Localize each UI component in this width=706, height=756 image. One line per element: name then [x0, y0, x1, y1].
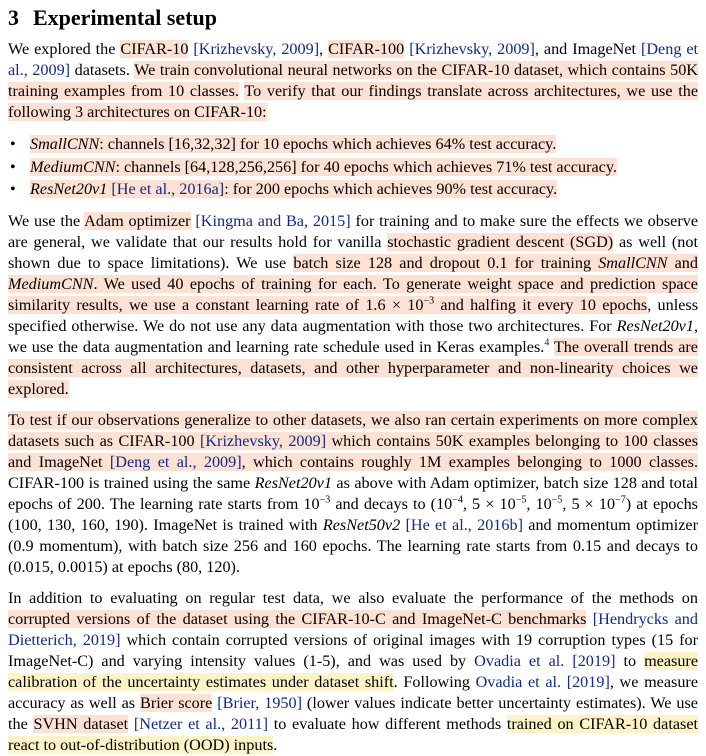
paragraph-optimizer	[8, 211, 698, 400]
architecture-name: SmallCNN	[30, 135, 100, 153]
text-run: (lower values indicate better uncertainty estimates). We use the	[8, 693, 698, 733]
text-run: , we use the data augmentation and learning rate schedule used in Keras examples.	[8, 316, 698, 356]
text-run: CIFAR-100 is trained using the same	[8, 473, 255, 492]
section-number: 3	[8, 5, 19, 30]
exponent: −7	[615, 494, 626, 506]
highlight-adam: Adam optimizer	[84, 211, 191, 230]
text-run: ,	[319, 40, 329, 58]
highlight-trends: The overall trends are consistent across all architectures, datasets, and other hyperparameter and non-linearity choices we explored.	[8, 337, 698, 398]
text-run: , 5 × 10	[562, 494, 616, 513]
exponent: −5	[515, 494, 527, 506]
model-name: ResNet20v1	[616, 316, 694, 335]
text-run: which contains 50K examples belonging to 100 classes and ImageNet	[8, 431, 699, 471]
text-run: ImageNet	[572, 40, 637, 58]
architecture-name: ResNet20v1	[30, 180, 108, 198]
list-item	[8, 133, 698, 156]
text-run: datasets.	[70, 61, 135, 79]
section-title: Experimental setup	[33, 5, 217, 30]
model-name: SmallCNN	[598, 253, 668, 272]
text-run: which contain corrupted versions of original images with 19 corruption types (15 for ImageNet-C) and varying intensity values (1-5), and was used by	[8, 630, 699, 670]
highlight-cifar100: CIFAR-100	[328, 40, 405, 58]
text-run: We explored the	[8, 40, 121, 58]
highlight-measure-calibration: measure calibration of the uncertainty estimates under dataset shift	[8, 651, 699, 691]
text-run: To test if our observations generalize to other datasets, we also ran certain experiments on more complex datasets such as CIFAR-100	[8, 410, 698, 450]
citation-deng-2009[interactable]: [Deng et al., 2009]	[8, 40, 699, 79]
citation-he-2016a[interactable]: [He et al., 2016a]	[111, 180, 225, 198]
text-run: to	[615, 651, 645, 670]
highlight-corrupted: corrupted versions of the dataset using the CIFAR-10-C and ImageNet-C benchmarks	[8, 609, 587, 628]
citation-he-2016b[interactable]: [He et al., 2016b]	[405, 515, 523, 534]
text-run: ) at epochs (100, 130, 160, 190). ImageNet is trained with	[8, 494, 698, 534]
model-name: MediumCNN	[8, 274, 94, 293]
text-run: . Following	[393, 672, 476, 691]
citation-deng-2009[interactable]: [Deng et al., 2009]	[109, 452, 242, 471]
text-run: and	[667, 253, 698, 272]
text-run: and decays to (10	[330, 494, 453, 513]
highlight-svhn: SVHN dataset	[33, 714, 129, 733]
text-run: We use the	[8, 211, 85, 230]
paragraph-corruption	[8, 588, 698, 756]
highlight-generalize	[8, 411, 698, 471]
text-run: as above with Adam optimizer, batch size 128 and total epochs of 200. The learning rate starts from 10	[8, 473, 698, 513]
citation-ovadia-2019[interactable]: Ovadia et al. [2019]	[474, 651, 616, 670]
architecture-desc: : channels [64,128,256,256] for 40 epochs which achieves 71% test accuracy.	[115, 157, 617, 176]
highlight-brier: Brier score	[140, 693, 213, 712]
paragraph-other-datasets	[8, 410, 698, 578]
highlight-cifar10: CIFAR-10	[120, 40, 189, 58]
citation-ovadia-2019[interactable]: Ovadia et al. [2019]	[475, 672, 610, 691]
highlight-verify-sentence: To verify that our findings translate across architectures, we use the following 3 architectures on CIFAR-10:	[8, 82, 699, 121]
architecture-name: MediumCNN	[30, 157, 116, 176]
citation-krizhevsky-2009[interactable]: [Krizhevsky, 2009]	[409, 40, 535, 58]
text-run: , 10	[526, 494, 552, 513]
highlight-train-sentence: We train convolutional neural networks on the CIFAR-10 dataset, which contains 50K training examples from 10 classes.	[8, 61, 698, 100]
list-item	[8, 178, 698, 201]
footnote-marker[interactable]: 4	[544, 337, 550, 349]
text-run: for training and to make sure the effects we observe are general, we validate that our results hold for vanilla	[8, 211, 699, 251]
citation-netzer-2011[interactable]: [Netzer et al., 2011]	[133, 714, 269, 733]
architecture-desc: : for 200 epochs which achieves 90% test accuracy.	[224, 180, 558, 198]
citation-hendrycks-2019[interactable]: [Hendrycks and Dietterich, 2019]	[8, 609, 698, 649]
text-run: , unless specified otherwise. We do not use any data augmentation with those two architectures. For	[8, 295, 698, 335]
text-run: , and	[534, 40, 573, 58]
exponent: −3	[319, 494, 331, 506]
citation-krizhevsky-2009[interactable]: [Krizhevsky, 2009]	[199, 431, 327, 450]
text-run: to evaluate how different methods	[268, 714, 507, 733]
model-name: ResNet20v1	[254, 473, 332, 492]
text-run: and momentum optimizer (0.9 momentum), with batch size 256 and 160 epochs. The learning rate starts from 0.15 and decays to (0.015, 0.0015) at epochs (80, 120).	[8, 515, 699, 576]
text-run: .	[273, 735, 278, 754]
text-run: batch size 128 and dropout 0.1 for training	[293, 253, 599, 272]
text-run: and halfing it every 10 epochs	[434, 295, 648, 314]
exponent: −4	[452, 494, 463, 506]
paragraph-datasets	[8, 39, 698, 123]
text-run: , which contains roughly 1M examples belonging to 1000 classes.	[241, 452, 698, 471]
text-run: , 5 × 10	[462, 494, 516, 513]
text-run: as well (not shown due to space limitations). We use	[8, 232, 698, 272]
exponent: −3	[423, 295, 435, 307]
paper-page	[8, 4, 698, 756]
model-name: ResNet50v2	[322, 515, 401, 534]
architecture-desc: : channels [16,32,32] for 10 epochs which achieves 64% test accuracy.	[99, 135, 557, 153]
citation-kingma-2015[interactable]: [Kingma and Ba, 2015]	[195, 211, 351, 230]
text-run: , we measure accuracy as well as	[8, 672, 699, 712]
list-item	[8, 156, 698, 179]
text-run: In addition to evaluating on regular test data, we also evaluate the performance of the methods on	[8, 588, 698, 607]
citation-brier-1950[interactable]: [Brier, 1950]	[217, 693, 303, 712]
architecture-list	[8, 133, 698, 201]
exponent: −5	[551, 494, 563, 506]
highlight-sgd: stochastic gradient descent (SGD)	[387, 232, 614, 251]
citation-krizhevsky-2009[interactable]: [Krizhevsky, 2009]	[193, 40, 320, 58]
highlight-ood: trained on CIFAR-10 dataset react to out-of-distribution (OOD) inputs	[8, 714, 698, 754]
text-run: . We used 40 epochs of training for each. To generate weight space and prediction space similarity results, we use a constant learning rate of 1.6 × 10	[8, 274, 698, 314]
section-heading	[8, 4, 698, 32]
